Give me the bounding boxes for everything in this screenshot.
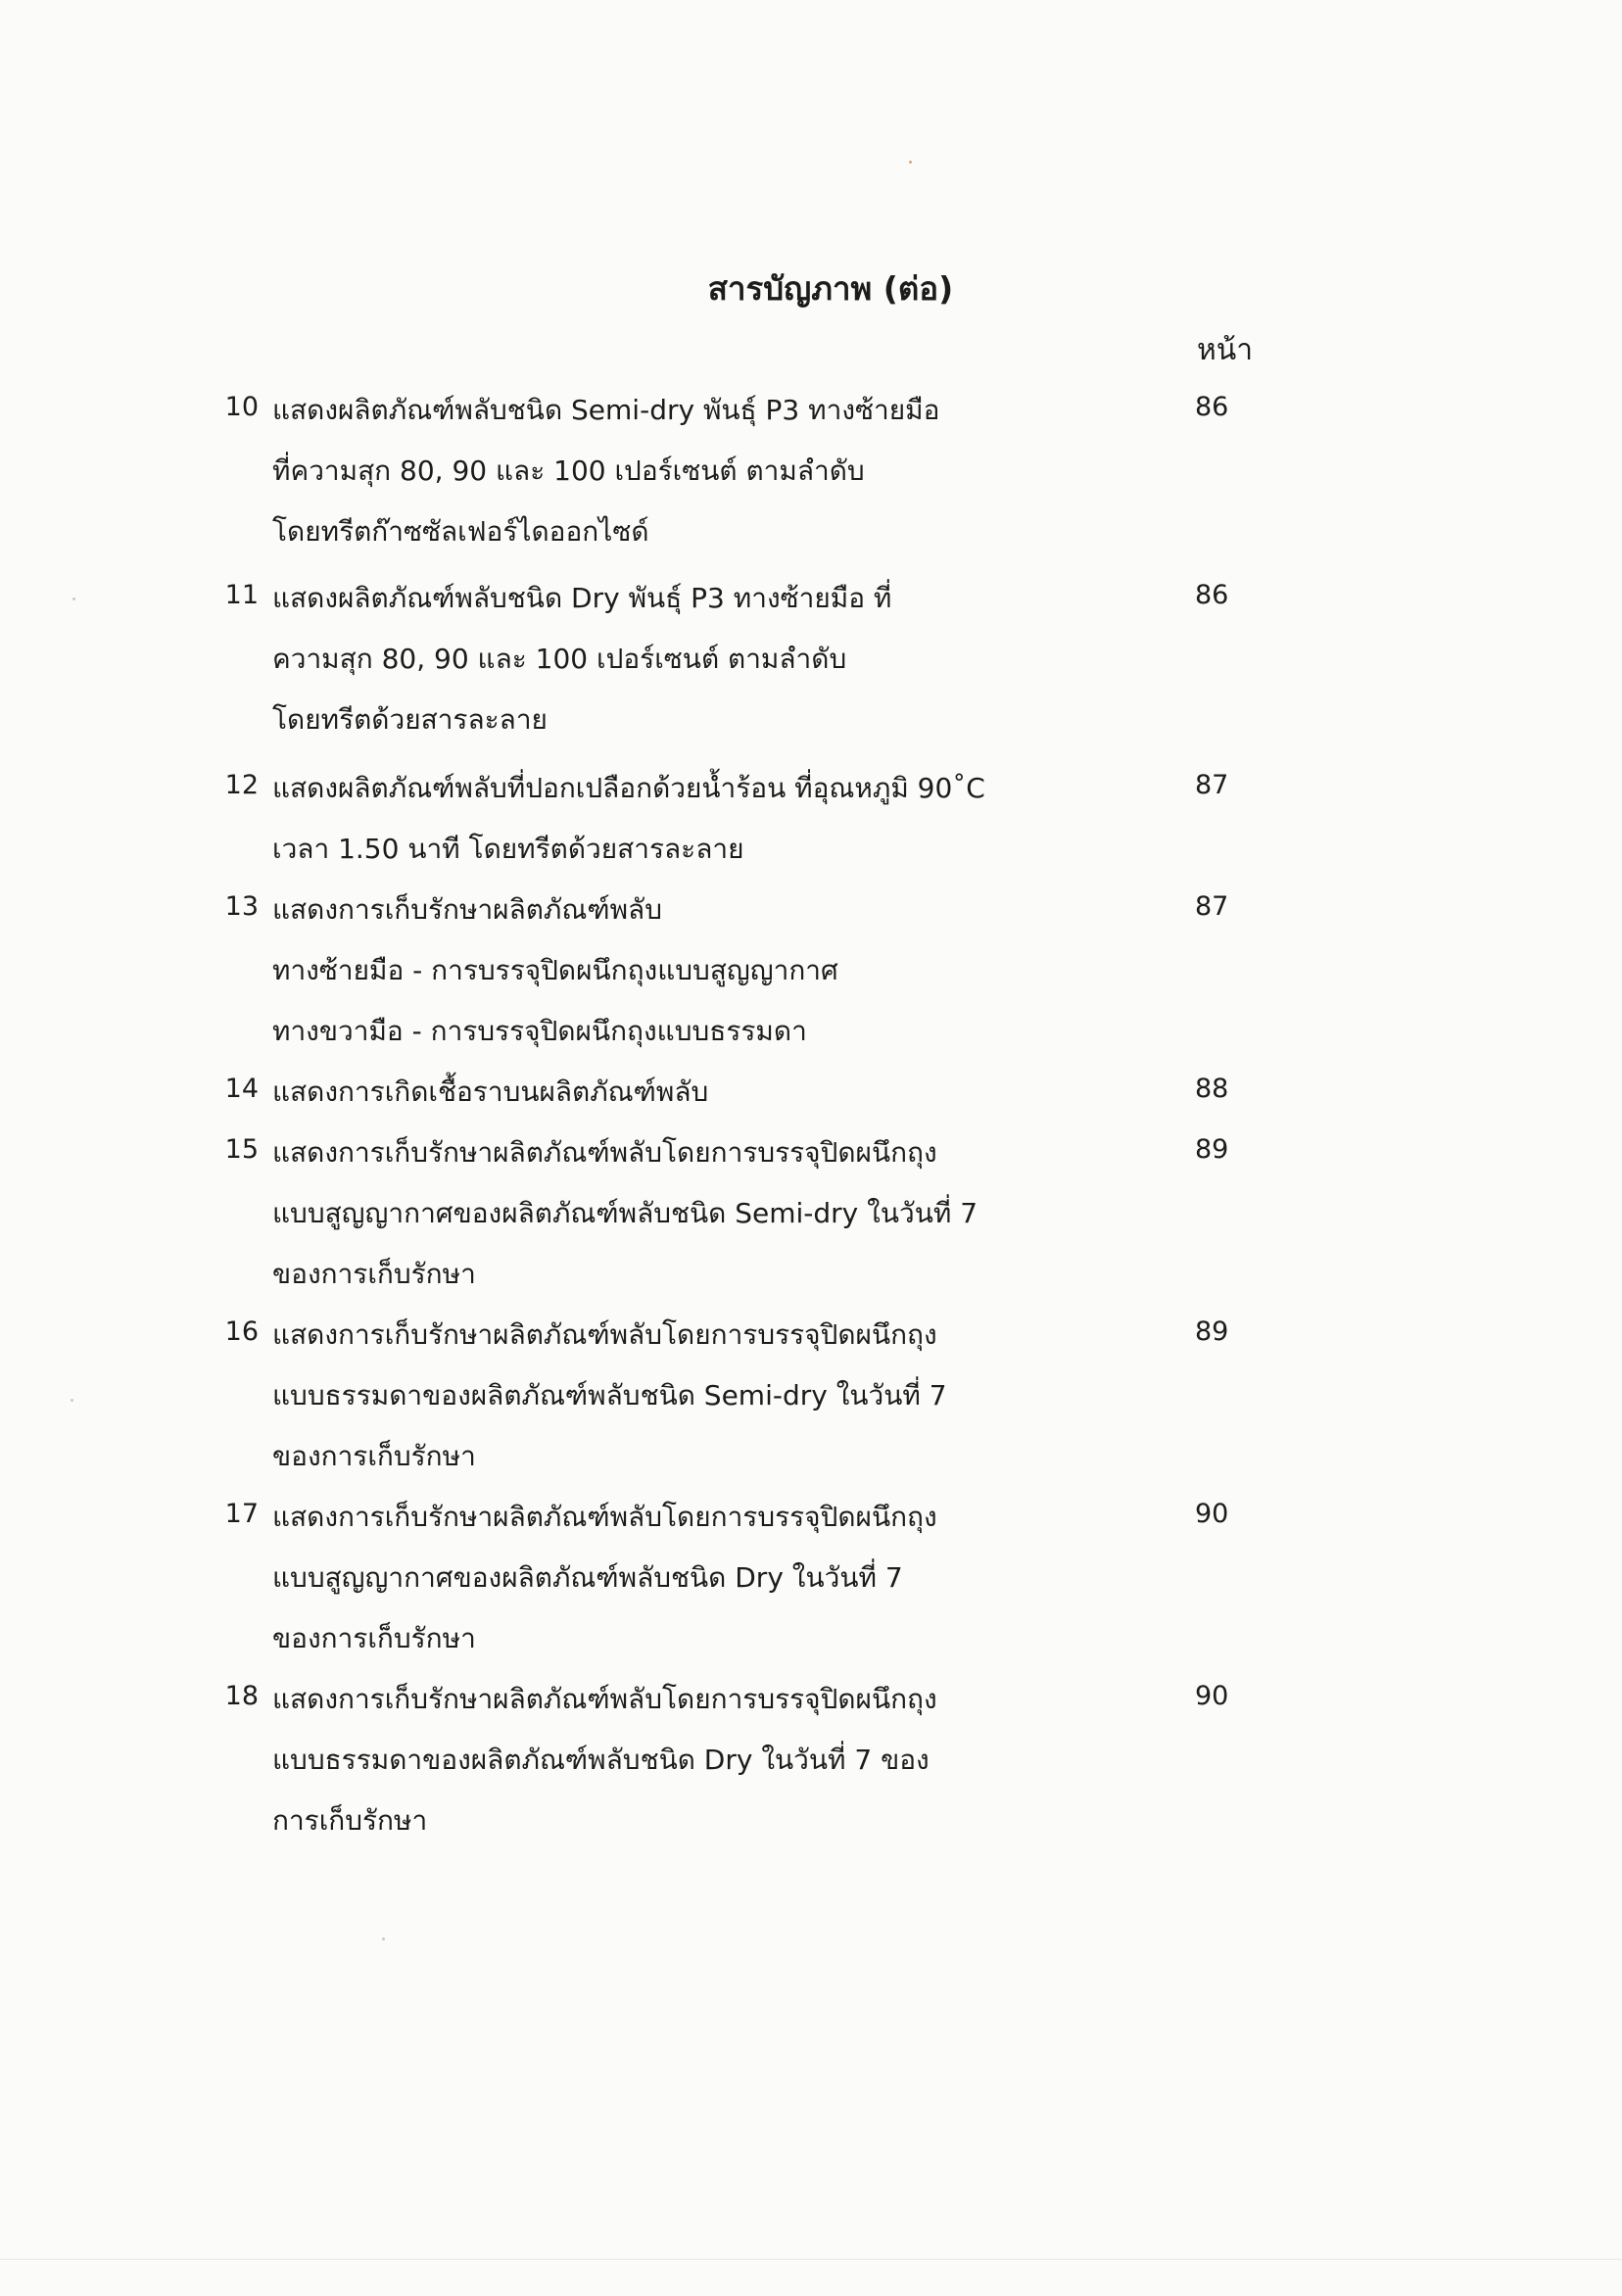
caption-line: แสดงการเก็บรักษาผลิตภัณฑ์พลับ	[272, 893, 662, 926]
page-number: 88	[1195, 1074, 1229, 1104]
page-number: 86	[1195, 392, 1229, 422]
caption-line: แบบธรรมดาของผลิตภัณฑ์พลับชนิด Dry ในวันที่ 7 ของ	[272, 1744, 930, 1776]
figure-number: 12	[224, 770, 259, 800]
scan-speck	[72, 598, 75, 600]
caption-line: ทางขวามือ - การบรรจุปิดผนึกถุงแบบธรรมดา	[272, 1015, 807, 1047]
page-number: 86	[1195, 580, 1229, 610]
caption-line: โดยทรีตก๊าซซัลเฟอร์ไดออกไซด์	[272, 515, 649, 548]
page-column-label: หน้า	[1197, 333, 1254, 367]
page-number: 87	[1195, 770, 1229, 800]
caption-line: ของการเก็บรักษา	[272, 1258, 476, 1290]
caption-line: ที่ความสุก 80, 90 และ 100 เปอร์เซนต์ ตามลำดับ	[272, 454, 865, 487]
caption-line: แสดงผลิตภัณฑ์พลับชนิด Dry พันธุ์ P3 ทางซ้ายมือ ที่	[272, 582, 892, 614]
page-number: 89	[1195, 1134, 1229, 1165]
page-number: 89	[1195, 1316, 1229, 1347]
figure-caption	[272, 1134, 1017, 1316]
figure-caption	[272, 1681, 1017, 1863]
page-title: สารบัญภาพ (ต่อ)	[707, 269, 954, 308]
caption-line: แบบสูญญากาศของผลิตภัณฑ์พลับชนิด Dry ในวันที่ 7	[272, 1561, 903, 1594]
caption-line: การเก็บรักษา	[272, 1804, 428, 1837]
figure-number: 18	[224, 1681, 259, 1711]
figure-number: 14	[224, 1074, 259, 1104]
caption-line: ทางซ้ายมือ - การบรรจุปิดผนึกถุงแบบสูญญากาศ	[272, 954, 838, 986]
caption-line: แสดงผลิตภัณฑ์พลับชนิด Semi-dry พันธุ์ P3 ทางซ้ายมือ	[272, 394, 940, 426]
figure-number: 15	[224, 1134, 259, 1165]
figure-caption	[272, 891, 1017, 1074]
figure-number: 10	[224, 392, 259, 422]
caption-line: แสดงการเก็บรักษาผลิตภัณฑ์พลับโดยการบรรจุปิดผนึกถุง	[272, 1501, 937, 1533]
caption-line: แสดงการเก็บรักษาผลิตภัณฑ์พลับโดยการบรรจุปิดผนึกถุง	[272, 1136, 937, 1169]
page-number: 90	[1195, 1681, 1229, 1711]
caption-line: ของการเก็บรักษา	[272, 1440, 476, 1472]
scan-edge	[0, 2259, 1622, 2260]
figure-number: 11	[224, 580, 259, 610]
page-number: 87	[1195, 891, 1229, 922]
caption-line: โดยทรีตด้วยสารละลาย	[272, 703, 548, 736]
figure-caption	[272, 1074, 1017, 1134]
scan-speck	[382, 1937, 385, 1940]
caption-line: แสดงการเกิดเชื้อราบนผลิตภัณฑ์พลับ	[272, 1076, 709, 1108]
caption-line: แบบสูญญากาศของผลิตภัณฑ์พลับชนิด Semi-dry ในวันที่ 7	[272, 1197, 978, 1229]
figure-number: 13	[224, 891, 259, 922]
caption-line: ของการเก็บรักษา	[272, 1622, 476, 1654]
figure-caption	[272, 580, 1017, 762]
caption-line: แสดงผลิตภัณฑ์พลับที่ปอกเปลือกด้วยน้ำร้อน ที่อุณหภูมิ 90˚C	[272, 772, 985, 804]
caption-line: ความสุก 80, 90 และ 100 เปอร์เซนต์ ตามลำดับ	[272, 643, 847, 675]
figure-caption	[272, 1316, 1017, 1499]
scan-speck	[71, 1399, 73, 1402]
caption-line: แสดงการเก็บรักษาผลิตภัณฑ์พลับโดยการบรรจุปิดผนึกถุง	[272, 1318, 937, 1351]
caption-line: เวลา 1.50 นาที โดยทรีตด้วยสารละลาย	[272, 833, 744, 865]
scan-speck	[909, 161, 912, 164]
figure-caption	[272, 392, 1017, 574]
caption-line: แบบธรรมดาของผลิตภัณฑ์พลับชนิด Semi-dry ในวันที่ 7	[272, 1379, 947, 1411]
page-number: 90	[1195, 1499, 1229, 1529]
figure-caption	[272, 1499, 1017, 1681]
figure-number: 17	[224, 1499, 259, 1529]
caption-line: แสดงการเก็บรักษาผลิตภัณฑ์พลับโดยการบรรจุปิดผนึกถุง	[272, 1683, 937, 1715]
figure-number: 16	[224, 1316, 259, 1347]
figure-caption	[272, 770, 1017, 891]
